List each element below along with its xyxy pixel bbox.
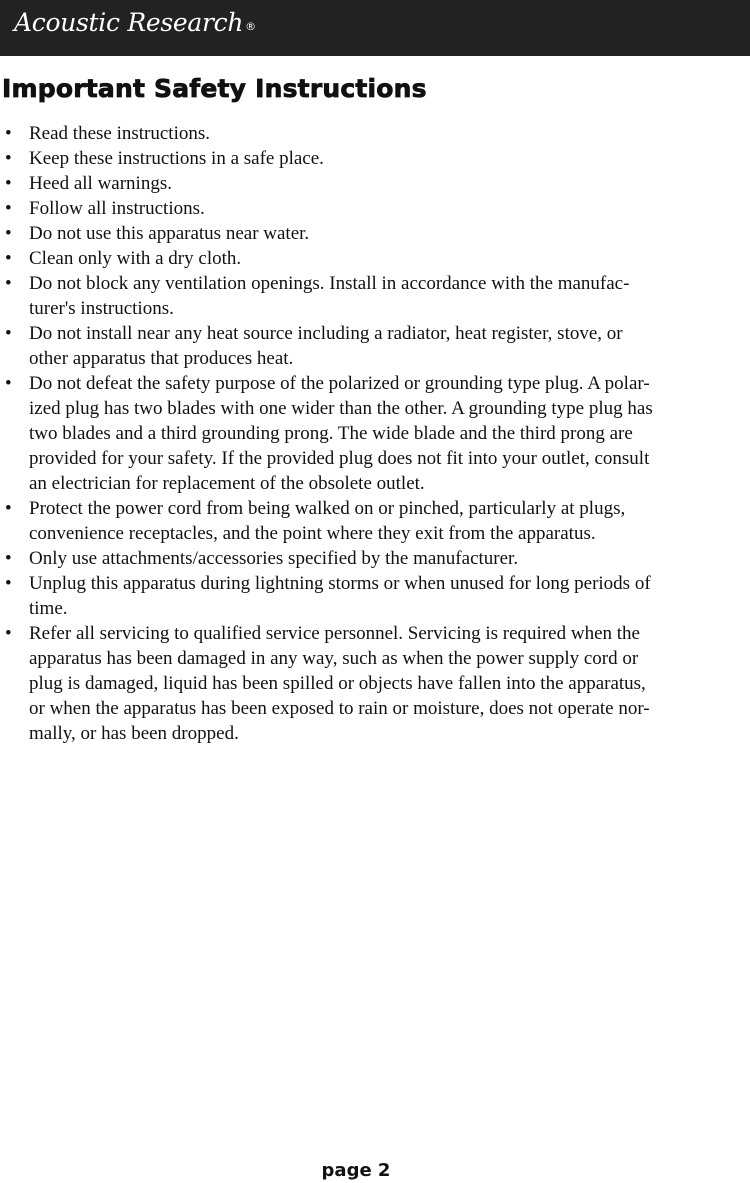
instruction-item [0,496,750,546]
bullet-icon: • [5,573,12,594]
instruction-item [0,171,750,196]
instruction-line: Refer all servicing to qualified service personnel. Servicing is required when the [29,623,640,644]
instruction-line: Heed all warnings. [29,173,172,194]
bullet-icon: • [5,148,12,169]
page-title: Important Safety Instructions [2,74,427,103]
safety-instruction-list [0,121,750,746]
instruction-item [0,546,750,571]
instruction-line: Do not install near any heat source including a radiator, heat register, stove, or [29,323,623,344]
instruction-line: Keep these instructions in a safe place. [29,148,324,169]
instruction-item [0,571,750,621]
instruction-line: convenience receptacles, and the point where they exit from the apparatus. [29,523,596,544]
instruction-item [0,371,750,496]
registered-mark: ® [245,20,256,33]
instruction-line: Do not block any ventilation openings. Install in accordance with the manufac- [29,273,630,294]
instruction-line: an electrician for replacement of the obsolete outlet. [29,473,425,494]
bullet-icon: • [5,623,12,644]
instruction-line: or when the apparatus has been exposed to rain or moisture, does not operate nor- [29,698,650,719]
bullet-icon: • [5,273,12,294]
bullet-icon: • [5,498,12,519]
instruction-line: time. [29,598,68,619]
bullet-icon: • [5,198,12,219]
instruction-line: apparatus has been damaged in any way, such as when the power supply cord or [29,648,639,669]
bullet-icon: • [5,323,12,344]
instruction-line: Clean only with a dry cloth. [29,248,242,269]
instruction-item [0,246,750,271]
instruction-line: Do not use this apparatus near water. [29,223,310,244]
bullet-icon: • [5,123,12,144]
instruction-line: turer's instructions. [29,298,174,319]
instruction-line: Follow all instructions. [29,198,205,219]
instruction-line: two blades and a third grounding prong. The wide blade and the third prong are [29,423,633,444]
instruction-item [0,321,750,371]
instruction-line: provided for your safety. If the provided plug does not fit into your outlet, consult [29,448,650,469]
bullet-icon: • [5,373,12,394]
bullet-icon: • [5,223,12,244]
instruction-line: other apparatus that produces heat. [29,348,294,369]
instruction-line: Protect the power cord from being walked on or pinched, particularly at plugs, [29,498,626,519]
instruction-line: Unplug this apparatus during lightning storms or when unused for long periods of [29,573,651,594]
instruction-item [0,121,750,146]
instruction-item [0,196,750,221]
instruction-line: ized plug has two blades with one wider than the other. A grounding type plug has [29,398,653,419]
instruction-item [0,146,750,171]
bullet-icon: • [5,173,12,194]
instruction-line: plug is damaged, liquid has been spilled or objects have fallen into the apparatus, [29,673,646,694]
header-bar [0,0,750,56]
instruction-item [0,621,750,746]
page-number: page 2 [321,1160,391,1181]
bullet-icon: • [5,248,12,269]
instruction-item [0,221,750,246]
instruction-line: Do not defeat the safety purpose of the polarized or grounding type plug. A polar- [29,373,650,394]
instruction-line: mally, or has been dropped. [29,723,239,744]
bullet-icon: • [5,548,12,569]
instruction-item [0,271,750,321]
instruction-line: Only use attachments/accessories specified by the manufacturer. [29,548,519,569]
brand-logo [14,8,256,37]
instruction-line: Read these instructions. [29,123,210,144]
brand-name: Acoustic Research [14,8,244,37]
